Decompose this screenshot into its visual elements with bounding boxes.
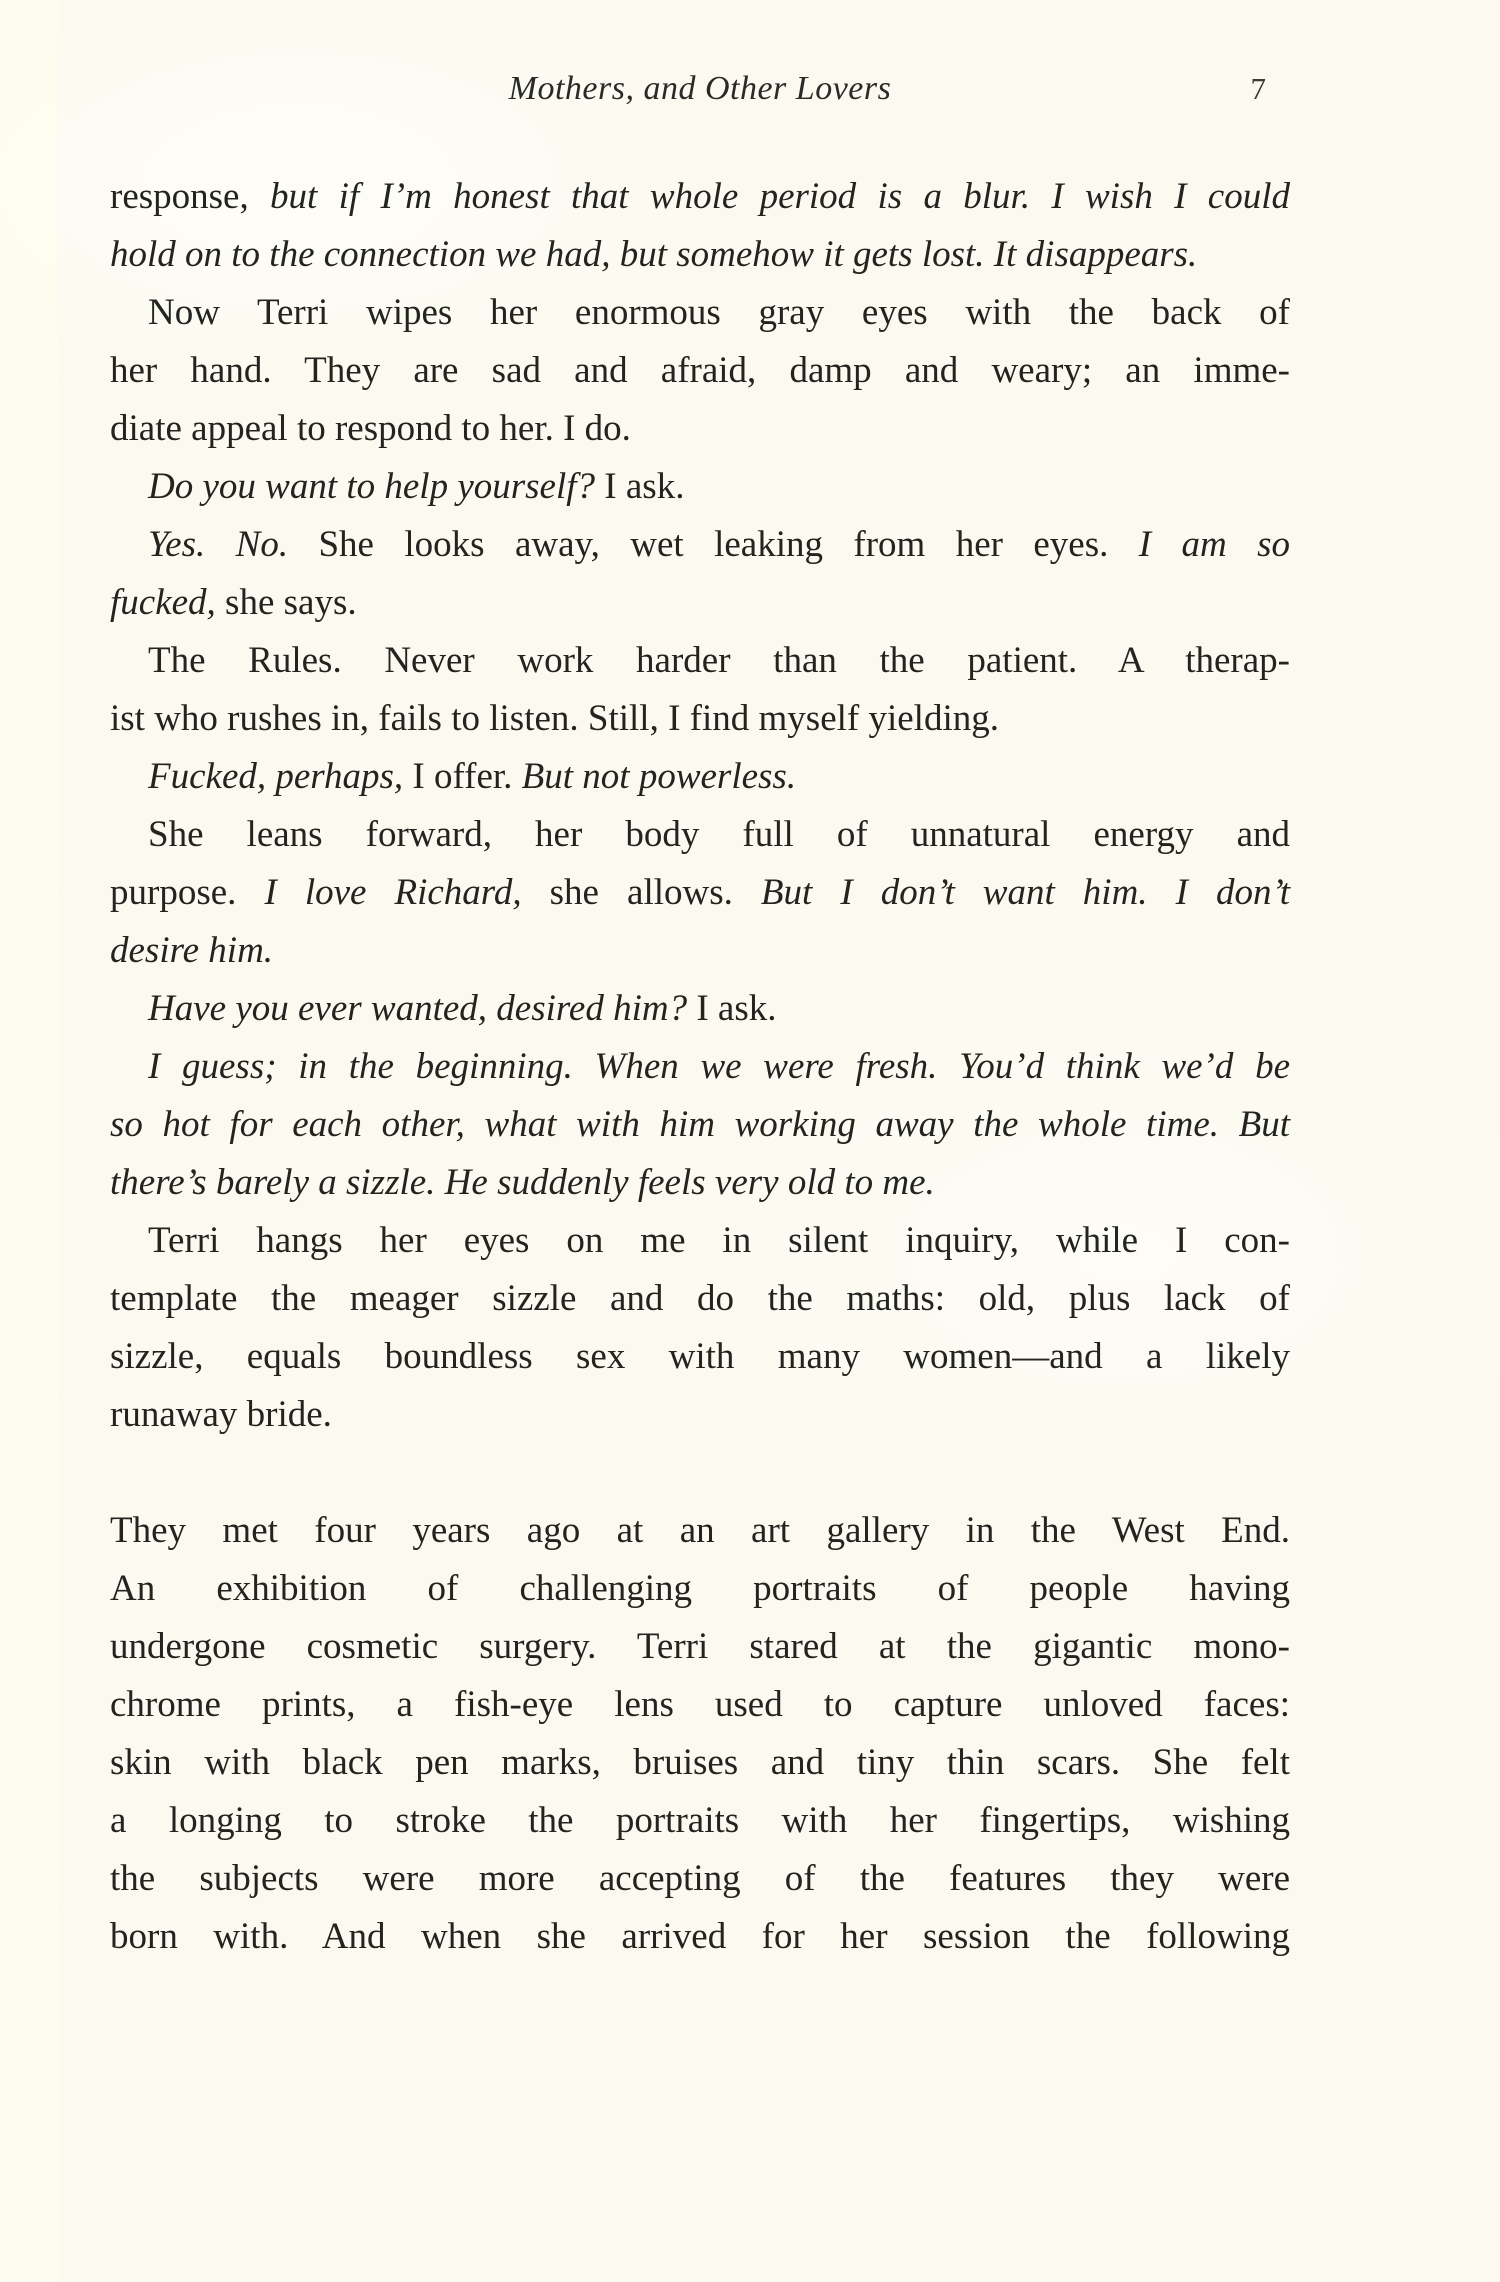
text-line xyxy=(110,1908,1290,1966)
text-segment: Now Terri wipes her enormous gray eyes with the back of xyxy=(148,292,1290,333)
text-line xyxy=(110,980,1290,1038)
running-header-title: Mothers, and Other Lovers xyxy=(508,70,892,107)
text-segment: Have you ever wanted, desired him? xyxy=(148,988,697,1029)
text-segment: They met four years ago at an art gallery in the West End. xyxy=(110,1510,1290,1551)
text-line xyxy=(110,342,1290,400)
text-line xyxy=(110,1386,1290,1444)
text-line xyxy=(110,922,1290,980)
text-segment: I offer. xyxy=(412,756,522,797)
text-segment: She leans forward, her body full of unnatural energy and xyxy=(148,814,1290,855)
text-segment: skin with black pen marks, bruises and tiny thin scars. She felt xyxy=(110,1742,1290,1783)
text-segment: The Rules. Never work harder than the patient. A therap- xyxy=(148,640,1290,681)
text-segment: She looks away, wet leaking from her eyes. xyxy=(318,524,1139,565)
text-segment: I am so xyxy=(1138,524,1290,565)
section-break xyxy=(110,1444,1290,1502)
text-line xyxy=(110,1212,1290,1270)
text-line xyxy=(110,1850,1290,1908)
text-line xyxy=(110,400,1290,458)
text-line xyxy=(110,1328,1290,1386)
text-segment: she allows. xyxy=(549,872,761,913)
text-segment: there’s barely a sizzle. He suddenly feels very old to me. xyxy=(110,1162,935,1203)
text-line xyxy=(110,1560,1290,1618)
text-segment: desire him. xyxy=(110,930,274,971)
text-line xyxy=(110,1038,1290,1096)
text-segment: ist who rushes in, fails to listen. Still, I find myself yielding. xyxy=(110,698,999,739)
text-segment: her hand. They are sad and afraid, damp and weary; an imme- xyxy=(110,350,1290,391)
text-segment: fucked, xyxy=(110,582,226,623)
text-line xyxy=(110,1792,1290,1850)
text-segment: purpose. xyxy=(110,872,265,913)
text-segment: so hot for each other, what with him working away the whole time. But xyxy=(110,1104,1290,1145)
text-line xyxy=(110,806,1290,864)
text-line xyxy=(110,516,1290,574)
text-segment: but if I’m honest that whole period is a blur. I wish I could xyxy=(270,176,1290,217)
text-line xyxy=(110,1734,1290,1792)
text-line xyxy=(110,1502,1290,1560)
text-segment: template the meager sizzle and do the maths: old, plus lack of xyxy=(110,1278,1290,1319)
text-line xyxy=(110,1270,1290,1328)
text-line xyxy=(110,864,1290,922)
text-segment: the subjects were more accepting of the features they were xyxy=(110,1858,1290,1899)
text-line xyxy=(110,632,1290,690)
text-block xyxy=(110,168,1290,1966)
text-segment: I ask. xyxy=(696,988,777,1029)
text-segment: response, xyxy=(110,176,271,217)
text-segment: runaway bride. xyxy=(110,1394,332,1435)
text-segment: born with. And when she arrived for her session the following xyxy=(110,1916,1290,1957)
text-line xyxy=(110,226,1290,284)
text-segment: Yes. No. xyxy=(148,524,319,565)
text-line xyxy=(110,748,1290,806)
text-segment: Fucked, perhaps, xyxy=(148,756,413,797)
text-segment: a longing to stroke the portraits with her fingertips, wishing xyxy=(110,1800,1290,1841)
running-header xyxy=(110,66,1290,112)
text-segment: undergone cosmetic surgery. Terri stared at the gigantic mono- xyxy=(110,1626,1290,1667)
text-line xyxy=(110,574,1290,632)
text-segment: Do you want to help yourself? xyxy=(148,466,605,507)
text-line xyxy=(110,284,1290,342)
text-segment: hold on to the connection we had, but somehow it gets lost. It disappears. xyxy=(110,234,1198,275)
text-line xyxy=(110,1676,1290,1734)
text-segment: chrome prints, a fish-eye lens used to capture unloved faces: xyxy=(110,1684,1290,1725)
text-segment: Terri hangs her eyes on me in silent inquiry, while I con- xyxy=(148,1220,1290,1261)
text-line xyxy=(110,458,1290,516)
text-segment: she says. xyxy=(225,582,357,623)
text-segment: But not powerless. xyxy=(521,756,797,797)
text-line xyxy=(110,1096,1290,1154)
text-line xyxy=(110,1154,1290,1212)
text-segment: An exhibition of challenging portraits of people having xyxy=(110,1568,1290,1609)
text-line xyxy=(110,168,1290,226)
text-line xyxy=(110,690,1290,748)
text-segment: But I don’t want him. I don’t xyxy=(760,872,1290,913)
text-segment: sizzle, equals boundless sex with many women—and a likely xyxy=(110,1336,1290,1377)
text-segment: I guess; in the beginning. When we were fresh. You’d think we’d be xyxy=(148,1046,1290,1087)
text-segment: I love Richard, xyxy=(264,872,550,913)
page-number: 7 xyxy=(1250,71,1266,106)
text-segment: I ask. xyxy=(604,466,685,507)
text-segment: diate appeal to respond to her. I do. xyxy=(110,408,631,449)
text-line xyxy=(110,1618,1290,1676)
